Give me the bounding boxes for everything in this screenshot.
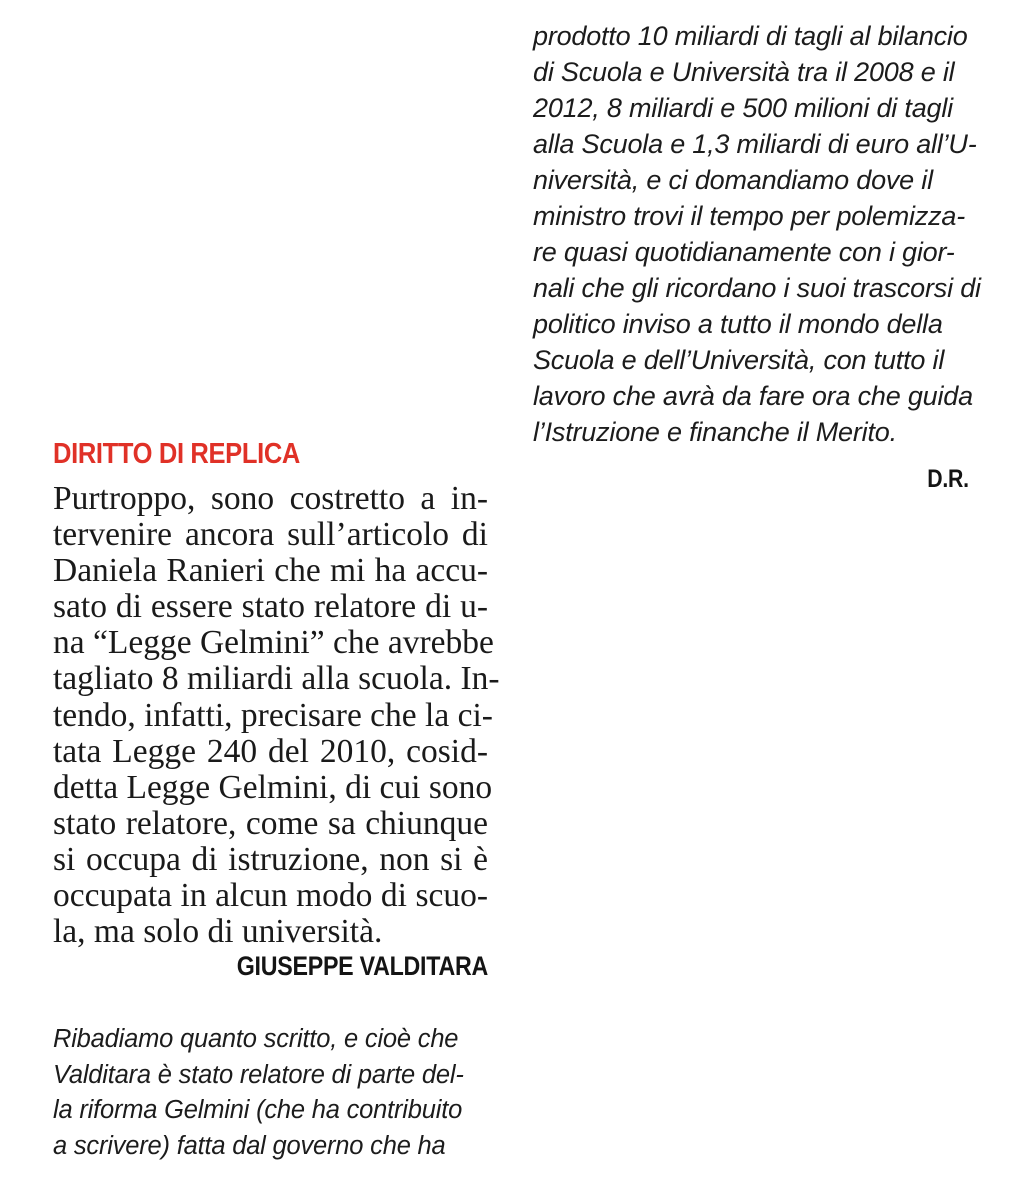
- reply-line: la riforma Gelmini (che ha contribuito: [53, 1096, 463, 1124]
- reply-line: 2012, 8 miliardi e 500 milioni di tagli: [533, 93, 953, 123]
- letter-line: Purtroppo, sono costretto a in-: [53, 480, 488, 517]
- letter-line: tagliato 8 miliardi alla scuola. In-: [53, 660, 500, 698]
- reply-line: Scuola e dell’Università, con tutto il: [533, 345, 945, 375]
- reply-line: l’Istruzione e finanche il Merito.: [533, 417, 897, 447]
- letter-line: detta Legge Gelmini, di cui sono: [53, 768, 493, 806]
- reply-line: lavoro che avrà da fare ora che guida: [533, 381, 973, 411]
- reply-line: niversità, e ci domandiamo dove il: [533, 165, 933, 195]
- reply-line: politico inviso a tutto il mondo della: [533, 309, 943, 339]
- reply-continuation-column: [533, 18, 981, 494]
- reply-line: ministro trovi il tempo per polemizza-: [533, 201, 966, 231]
- reply-line: prodotto 10 miliardi di tagli al bilancio: [533, 21, 968, 51]
- letter-line: tata Legge 240 del 2010, cosid-: [53, 732, 488, 770]
- letter-line: Daniela Ranieri che mi ha accu-: [53, 552, 488, 590]
- reply-line: nali che gli ricordano i suoi trascorsi di: [533, 273, 981, 303]
- letter-line: na “Legge Gelmini” che avrebbe: [53, 624, 494, 662]
- letter-column: [53, 437, 500, 982]
- letter-line: si occupa di istruzione, non si è: [53, 840, 488, 878]
- letter-line: sato di essere stato relatore di u-: [53, 588, 488, 626]
- reply-line: alla Scuola e 1,3 miliardi di euro all’U-: [533, 129, 977, 159]
- reply-line: a scrivere) fatta dal governo che ha: [53, 1131, 446, 1160]
- letter-body: [53, 480, 500, 951]
- letter-line: tervenire ancora sull’articolo di: [53, 516, 488, 554]
- letter-author: GIUSEPPE VALDITARA: [236, 951, 488, 982]
- letter-line: occupata in alcun modo di scuo-: [53, 877, 488, 915]
- reply-line: re quasi quotidianamente con i gior-: [533, 237, 955, 267]
- letter-line: tendo, infatti, precisare che la ci-: [53, 696, 493, 734]
- letter-line: la, ma solo di università.: [53, 913, 383, 951]
- reply-signature: D.R.: [927, 465, 969, 493]
- reply-line: Ribadiamo quanto scritto, e cioè che: [53, 1025, 459, 1053]
- letter-line: stato relatore, come sa chiunque: [53, 804, 488, 842]
- reply-line: di Scuola e Università tra il 2008 e il: [533, 57, 955, 87]
- reply-start-column: [53, 1022, 493, 1164]
- section-title: DIRITTO DI REPLICA: [53, 438, 300, 470]
- reply-line: Valditara è stato relatore di parte del-: [53, 1060, 464, 1089]
